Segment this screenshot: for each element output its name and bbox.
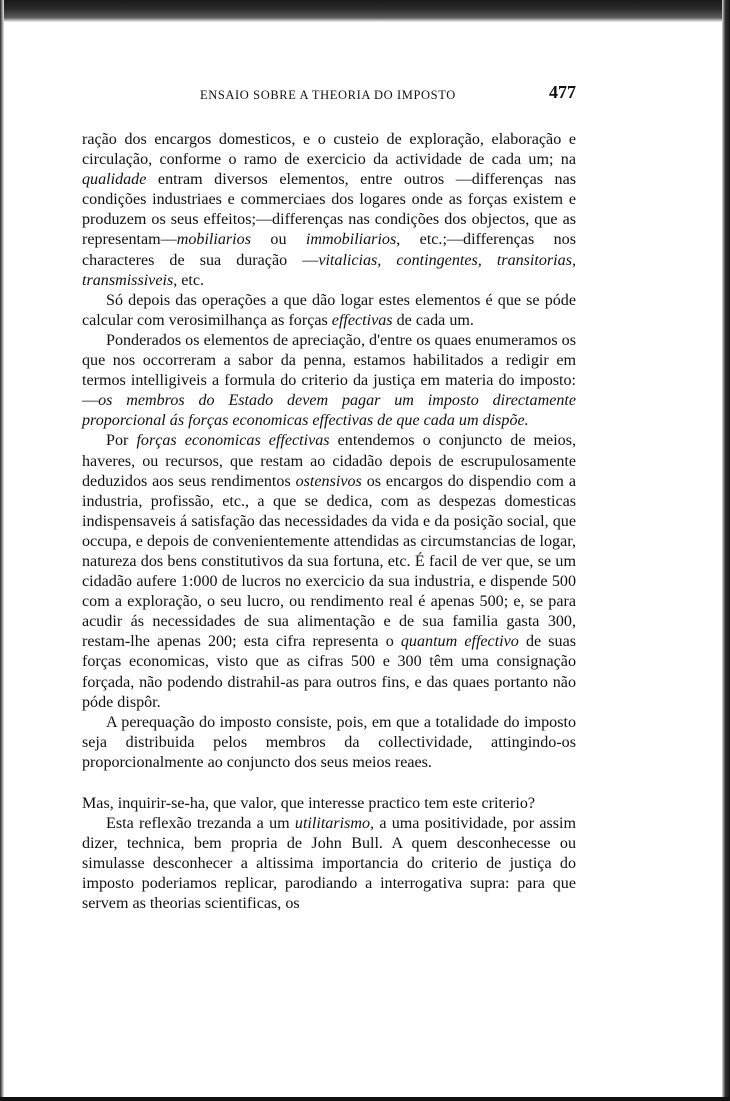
- text-segment: de cada um.: [392, 311, 474, 329]
- text-segment: , etc.: [173, 271, 205, 289]
- text-segment: Por: [106, 432, 137, 450]
- text-segment: , etc.;—differenças nos characteres de sua duração —: [82, 231, 576, 269]
- body-text: [82, 130, 576, 915]
- text-segment: Esta reflexão trezanda a um: [106, 815, 295, 833]
- text-segment: entram diversos elementos, entre outros —differenças nas condições industriaes e commerciaes dos logares onde as forças existem e produzem os seus effeitos;—differenças nas condições dos objectos, que as representam—: [82, 171, 576, 249]
- italic-text-segment: mobiliarios: [176, 231, 251, 249]
- text-segment: A perequação do imposto consiste, pois, em que a totalidade do imposto seja distribuida pelos membros da collectividade, attingindo-os proporcionalmente ao conjuncto dos seus meios reaes.: [82, 713, 576, 771]
- scan-border-left: [0, 0, 4, 1101]
- text-segment: Mas, inquirir-se-ha, que valor, que interesse practico tem este criterio?: [82, 795, 536, 812]
- italic-text-segment: effectivas: [331, 311, 393, 329]
- paragraph: [82, 130, 576, 291]
- paragraph: [82, 814, 576, 914]
- paragraph: [82, 431, 576, 712]
- text-segment: a uma positividade, por assim dizer, technica, bem propria de John Bull. A quem desconhecesse ou simulasse desconhecer a altissima importancia do criterio de justiça do imposto poderiamos replicar, parodiando a interrogativa supra: para que servem as theorias scientificas, os: [82, 815, 576, 913]
- italic-text-segment: ostensivos: [295, 472, 362, 490]
- scan-border-top: [0, 0, 730, 22]
- italic-text-segment: qualidade: [82, 171, 147, 189]
- text-segment: Ponderados os elementos de apreciação, d'entre os quaes enumeramos os que nos occorreram a sabor da penna, estamos habilitados a redigir em termos intelligiveis a formula do criterio da justiça em materia do imposto:—: [82, 331, 576, 410]
- page-number: 477: [549, 82, 576, 102]
- text-segment: Só depois das operações a que dão logar estes elementos é que se póde calcular com verosimilhança as forças: [82, 291, 576, 329]
- paragraph: [82, 331, 576, 431]
- book-page: [82, 78, 576, 915]
- paragraph: [82, 713, 576, 773]
- italic-text-segment: immobiliarios: [305, 231, 397, 249]
- italic-text-segment: quantum effectivo: [400, 633, 519, 651]
- italic-text-segment: utilitarismo,: [294, 815, 375, 833]
- running-head: [82, 78, 576, 108]
- text-segment: os encargos do dispendio com a industria, profissão, etc., a que se dedica, com as despezas domesticas indispensaveis á satisfação das necessidades da vida e da posição social, que occupa, e depois de convenientemente attendidas as circumstancias de logar, natureza dos bens constitutivos da sua fortuna, etc. É facil de ver que, se um cidadão aufere 1:000 de lucros no exercicio da sua industria, e dispende 500 com a exploração, o seu lucro, ou rendimento real é apenas 500; e, se para acudir ás necessidades de sua alimentação e de sua familia gasta 300, restam-lhe apenas 200; esta cifra representa o: [82, 472, 576, 651]
- scan-border-right: [722, 0, 730, 1101]
- running-title: ENSAIO SOBRE A THEORIA DO IMPOSTO: [200, 88, 456, 102]
- text-segment: ou: [250, 231, 306, 249]
- text-segment: entendemos o conjuncto de meios, haveres, ou recursos, que restam ao cidadão depois de escrupulosamente deduzidos aos seus rendimentos: [82, 432, 576, 490]
- italic-text-segment: os membros do Estado devem pagar um imposto directamente proporcional ás forças economicas effectivas de que cada um dispõe.: [82, 392, 576, 430]
- paragraph: [82, 291, 576, 331]
- text-segment: de suas forças economicas, visto que as cifras 500 e 300 têm uma consignação forçada, não podendo distrahil-as para outros fins, e das quaes portanto não póde dispôr.: [82, 633, 577, 711]
- text-segment: ração dos encargos domesticos, e o custeio de exploração, elaboração e circulação, conforme o ramo de exercicio da actividade de cada um; na: [82, 131, 576, 169]
- italic-text-segment: vitalicias, contingentes, transitorias, transmissiveis: [82, 251, 576, 289]
- paragraph: [82, 794, 576, 814]
- scan-border-bottom: [0, 1097, 730, 1101]
- italic-text-segment: forças economicas effectivas: [136, 432, 330, 450]
